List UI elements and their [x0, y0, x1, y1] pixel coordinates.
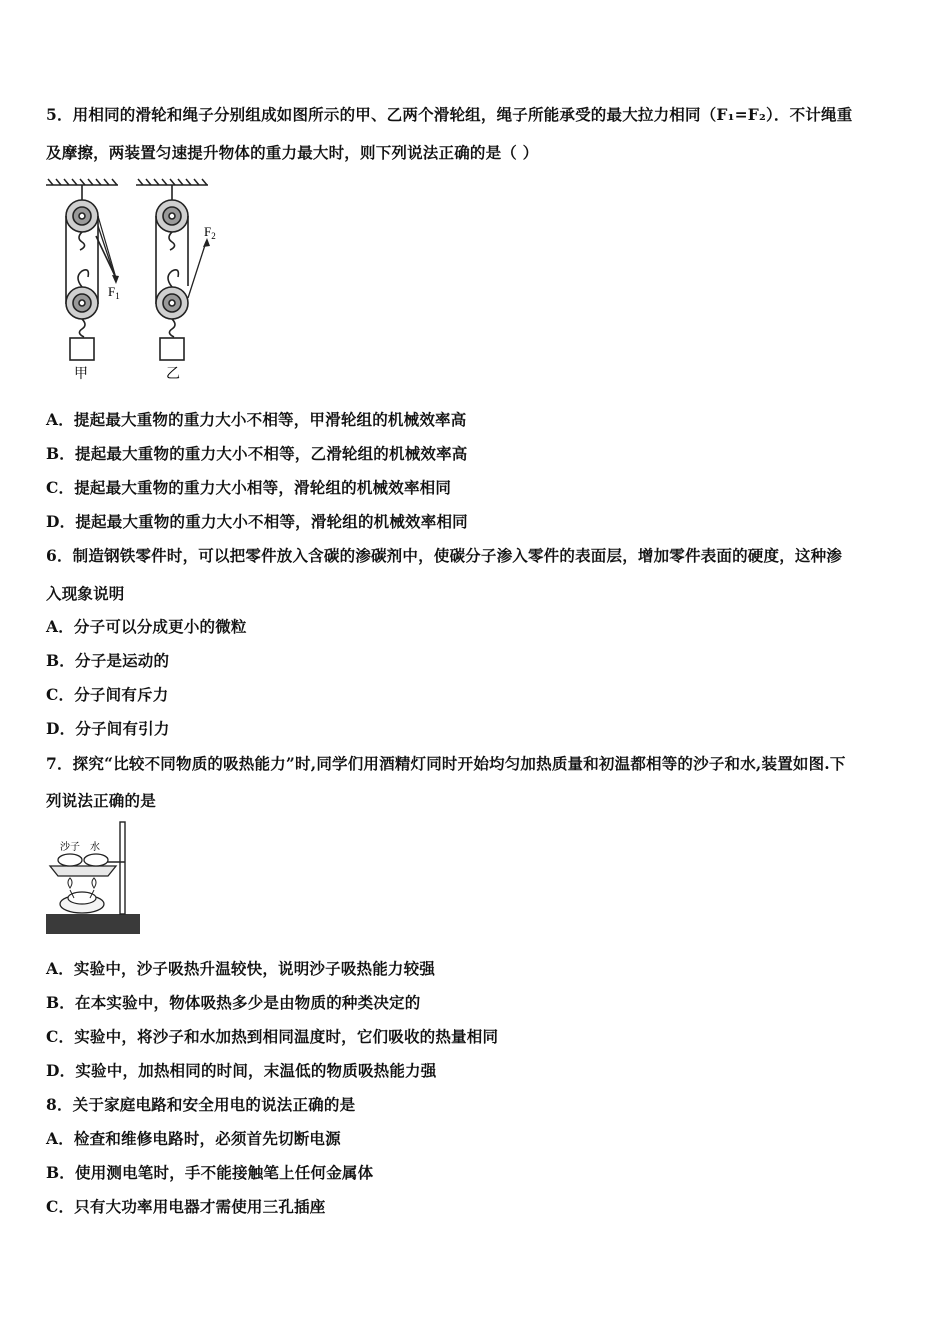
pulley-diagram	[44, 176, 224, 386]
label-sand: 沙子	[60, 842, 80, 853]
pulley-set-right	[156, 185, 188, 360]
label-yi: 乙	[166, 367, 180, 382]
q7-option-c: C．实验中，将沙子和水加热到相同温度时，它们吸收的热量相同	[46, 1027, 499, 1046]
water-dish	[84, 854, 108, 866]
label-water: 水	[90, 842, 100, 853]
q5-stem-line2: 及摩擦，两装置匀速提升物体的重力最大时，则下列说法正确的是（ ）	[46, 143, 539, 162]
sand-dish	[58, 854, 82, 866]
flame-right	[92, 878, 96, 888]
q5-option-a: A．提起最大重物的重力大小不相等，甲滑轮组的机械效率高	[46, 410, 467, 429]
q5-option-d: D．提起最大重物的重力大小不相等，滑轮组的机械效率相同	[46, 512, 468, 531]
q7-stem-line2: 列说法正确的是	[46, 791, 156, 810]
heating-apparatus-diagram	[44, 818, 144, 940]
label-jia: 甲	[74, 367, 88, 382]
force-arrow-f1	[98, 226, 116, 280]
q6-option-b: B．分子是运动的	[46, 651, 170, 670]
q5-option-b: B．提起最大重物的重力大小不相等，乙滑轮组的机械效率高	[46, 444, 468, 463]
asbestos-net	[50, 866, 116, 876]
q6-stem-line1: 6．制造钢铁零件时，可以把零件放入含碳的渗碳剂中，使碳分子渗入零件的表面层，增加零件表面的硬度，这种渗	[46, 546, 842, 565]
q8-option-a: A．检查和维修电路时，必须首先切断电源	[46, 1129, 341, 1148]
q8-option-b: B．使用测电笔时，手不能接触笔上任何金属体	[46, 1163, 374, 1182]
q7-option-d: D．实验中，加热相同的时间，末温低的物质吸热能力强	[46, 1061, 437, 1080]
q6-option-a: A．分子可以分成更小的微粒	[46, 617, 247, 636]
f2-label: $F_2$	[204, 224, 216, 241]
ceiling-left	[46, 179, 118, 185]
q6-stem-line2: 入现象说明	[46, 584, 125, 603]
q7-option-a: A．实验中，沙子吸热升温较快，说明沙子吸热能力较强	[46, 959, 436, 978]
ceiling-right	[136, 179, 208, 185]
q5-option-c: C．提起最大重物的重力大小相等，滑轮组的机械效率相同	[46, 478, 452, 497]
q5-stem-line1: 5．用相同的滑轮和绳子分别组成如图所示的甲、乙两个滑轮组，绳子所能承受的最大拉力相同（F₁=F₂）．不计绳重	[46, 105, 853, 124]
pulley-figure	[44, 176, 224, 386]
force-arrow-f2	[188, 242, 206, 298]
q8-option-c: C．只有大功率用电器才需使用三孔插座	[46, 1197, 326, 1216]
f1-label: $F_1$	[108, 284, 120, 301]
heating-apparatus-figure	[44, 818, 144, 940]
q6-option-c: C．分子间有斥力	[46, 685, 169, 704]
q7-option-b: B．在本实验中，物体吸热多少是由物质的种类决定的	[46, 993, 421, 1012]
q8-stem: 8．关于家庭电路和安全用电的说法正确的是	[46, 1095, 356, 1114]
pulley-set-left	[66, 185, 116, 360]
flame-left	[68, 878, 72, 888]
stand-rod	[120, 822, 125, 914]
q7-stem-line1: 7．探究“比较不同物质的吸热能力”时,同学们用酒精灯同时开始均匀加热质量和初温都相等的沙子和水,装置如图.下	[46, 754, 846, 773]
stand-base	[46, 914, 140, 934]
q6-option-d: D．分子间有引力	[46, 719, 170, 738]
